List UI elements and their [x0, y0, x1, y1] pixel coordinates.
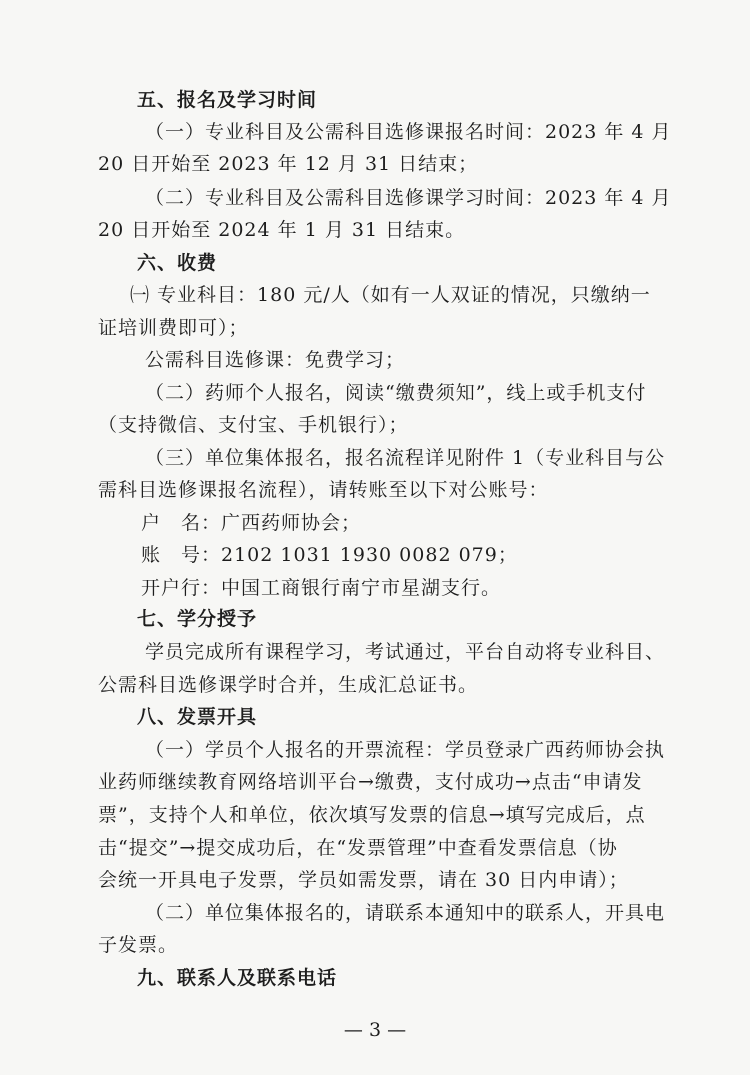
section-5-paragraph-1-line-1: （一）专业科目及公需科目选修课报名时间：2023 年 4 月	[145, 121, 672, 143]
section-7-paragraph-line-2: 公需科目选修课学时合并，生成汇总证书。	[98, 674, 479, 696]
section-5-paragraph-1-line-2: 20 日开始至 2023 年 12 月 31 日结束；	[98, 153, 479, 175]
account-number: 账 号：2102 1031 1930 0082 079；	[141, 544, 518, 566]
section-9-heading: 九、联系人及联系电话	[137, 967, 338, 989]
section-8-paragraph-2-line-1: （二）单位集体报名的，请联系本通知中的联系人，开具电	[145, 902, 666, 924]
account-name: 户 名：广西药师协会；	[141, 512, 362, 534]
section-8-paragraph-1-line-5: 会统一开具电子发票，学员如需发票，请在 30 日内申请）；	[98, 869, 629, 891]
section-5-paragraph-2-line-1: （二）专业科目及公需科目选修课学习时间：2023 年 4 月	[145, 187, 672, 209]
section-6-paragraph-4-line-1: （三）单位集体报名，报名流程详见附件 1（专业科目与公	[145, 447, 666, 469]
section-8-paragraph-1-line-2: 业药师继续教育网络培训平台→缴费，支付成功→点击“申请发	[98, 771, 643, 793]
section-5-heading: 五、报名及学习时间	[137, 89, 318, 111]
section-6-paragraph-4-line-2: 需科目选修课报名流程），请转账至以下对公账号：	[98, 479, 549, 501]
section-5-paragraph-2-line-2: 20 日开始至 2024 年 1 月 31 日结束。	[98, 219, 466, 241]
section-6-heading: 六、收费	[137, 252, 218, 274]
section-6-paragraph-3-line-1: （二）药师个人报名，阅读“缴费须知”，线上或手机支付	[145, 382, 647, 404]
section-7-paragraph-line-1: 学员完成所有课程学习，考试通过，平台自动将专业科目、	[145, 641, 666, 663]
section-6-paragraph-3-line-2: （支持微信、支付宝、手机银行）；	[98, 414, 409, 436]
section-8-paragraph-1-line-1: （一）学员个人报名的开票流程：学员登录广西药师协会执	[145, 739, 666, 761]
bank-name: 开户行：中国工商银行南宁市星湖支行。	[141, 577, 502, 599]
section-8-heading: 八、发票开具	[137, 706, 258, 728]
page-number: — 3 —	[343, 1019, 407, 1041]
section-6-paragraph-1-line-2: 证培训费即可）；	[98, 317, 249, 339]
section-8-paragraph-1-line-3: 票”，支持个人和单位，依次填写发票的信息→填写完成后，点	[98, 804, 646, 826]
section-7-heading: 七、学分授予	[137, 608, 258, 630]
section-6-paragraph-1-line-1: ㈠ 专业科目：180 元/人（如有一人双证的情况，只缴纳一	[130, 284, 651, 306]
section-6-paragraph-2: 公需科目选修课：免费学习；	[145, 349, 406, 371]
section-8-paragraph-2-line-2: 子发票。	[98, 934, 179, 956]
section-8-paragraph-1-line-4: 击“提交”→提交成功后，在“发票管理”中查看发票信息（协	[98, 837, 618, 859]
